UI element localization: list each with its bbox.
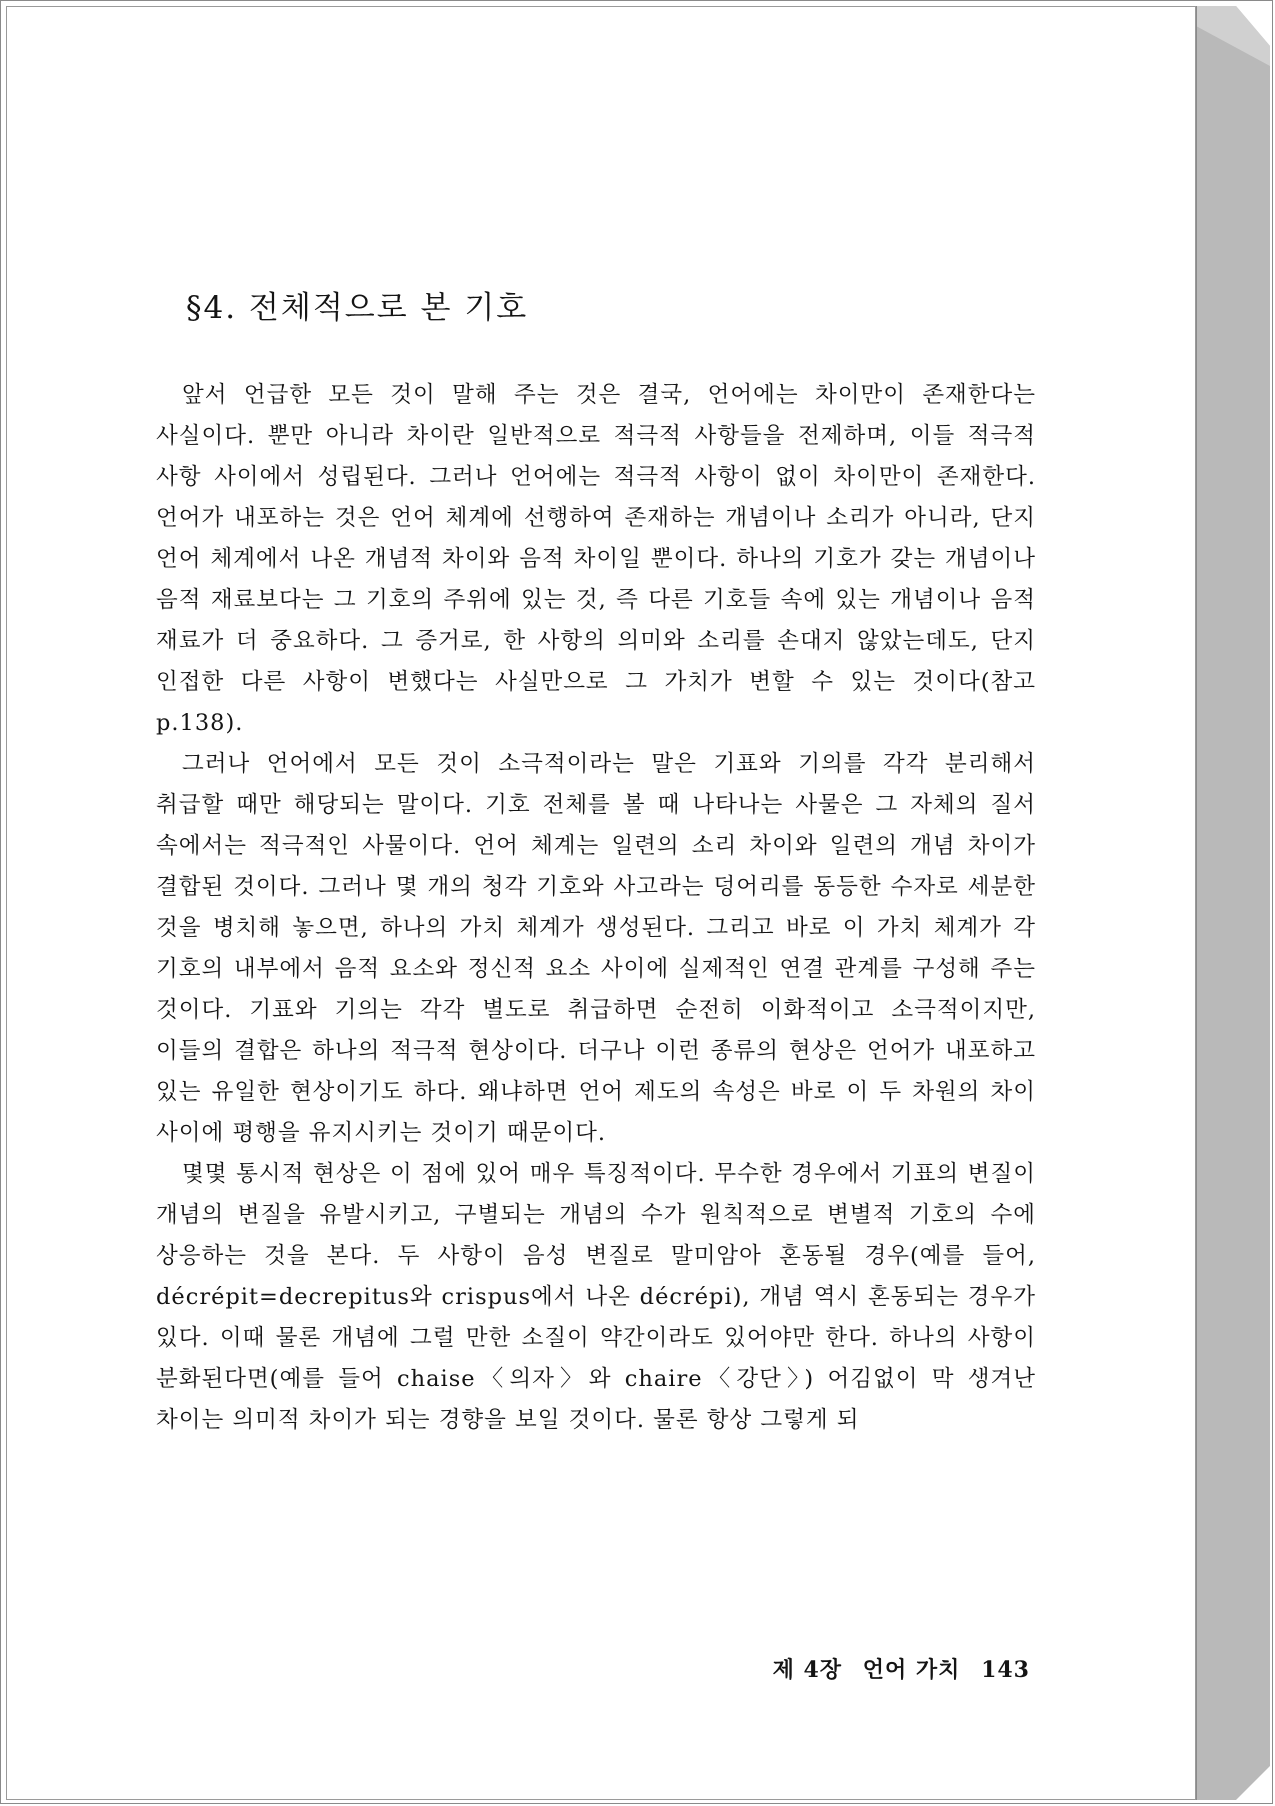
footer-chapter-title: 언어 가치 [862, 1657, 961, 1683]
paragraph-2: 그러나 언어에서 모든 것이 소극적이라는 말은 기표와 기의를 각각 분리해서 취급할 때만 해당되는 말이다. 기호 전체를 볼 때 나타나는 사물은 그 자체의 질서 속에서는 적극적인 사물이다. 언어 체계는 일련의 소리 차이와 일련의 개념 차이가 결합된 것이다. 그러나 몇 개의 청각 기호와 사고라는 덩어리를 동등한 수자로 세분한 것을 병치해 놓으면, 하나의 가치 체계가 생성된다. 그리고 바로 이 가치 체계가 각 기호의 내부에서 음적 요소와 정신적 요소 사이에 실제적인 연결 관계를 구성해 주는 것이다. 기표와 기의는 각각 별도로 취급하면 순전히 이화적이고 소극적이지만, 이들의 결합은 하나의 적극적 현상이다. 더구나 이런 종류의 현상은 언어가 내포하고 있는 유일한 현상이기도 하다. 왜냐하면 언어 제도의 속성은 바로 이 두 차원의 차이 사이에 평행을 유지시키는 것이기 때문이다. [156, 751, 1036, 1147]
footer-chapter: 제 4장 [772, 1657, 843, 1683]
page-stack-edge [1196, 6, 1270, 1800]
section-heading: §4. 전체적으로 본 기호 [186, 290, 529, 326]
page-number: 143 [981, 1657, 1030, 1683]
paragraph-3: 몇몇 통시적 현상은 이 점에 있어 매우 특징적이다. 무수한 경우에서 기표의 변질이 개념의 변질을 유발시키고, 구별되는 개념의 수가 원칙적으로 변별적 기호의 수에 상응하는 것을 본다. 두 사항이 음성 변질로 말미암아 혼동될 경우(예를 들어, décrépit=decrepitus와 crispus에서 나온 décrépi), 개념 역시 혼동되는 경우가 있다. 이때 물론 개념에 그럴 만한 소질이 약간이라도 있어야만 한다. 하나의 사항이 분화된다면(예를 들어 chaise〈의자〉와 chaire〈강단〉) 어김없이 막 생겨난 차이는 의미적 차이가 되는 경향을 보일 것이다. 물론 항상 그렇게 되 [156, 1161, 1036, 1434]
paragraph-1: 앞서 언급한 모든 것이 말해 주는 것은 결국, 언어에는 차이만이 존재한다는 사실이다. 뿐만 아니라 차이란 일반적으로 적극적 사항들을 전제하며, 이들 적극적 사항 사이에서 성립된다. 그러나 언어에는 적극적 사항이 없이 차이만이 존재한다. 언어가 내포하는 것은 언어 체계에 선행하여 존재하는 개념이나 소리가 아니라, 단지 언어 체계에서 나온 개념적 차이와 음적 차이일 뿐이다. 하나의 기호가 갖는 개념이나 음적 재료보다는 그 기호의 주위에 있는 것, 즉 다른 기호들 속에 있는 개념이나 음적 재료가 더 중요하다. 그 증거로, 한 사항의 의미와 소리를 손대지 않았는데도, 단지 인접한 다른 사항이 변했다는 사실만으로 그 가치가 변할 수 있는 것이다(참고 p.138). [156, 382, 1036, 737]
page-footer [740, 1653, 1030, 1684]
page-content [156, 290, 1036, 1441]
